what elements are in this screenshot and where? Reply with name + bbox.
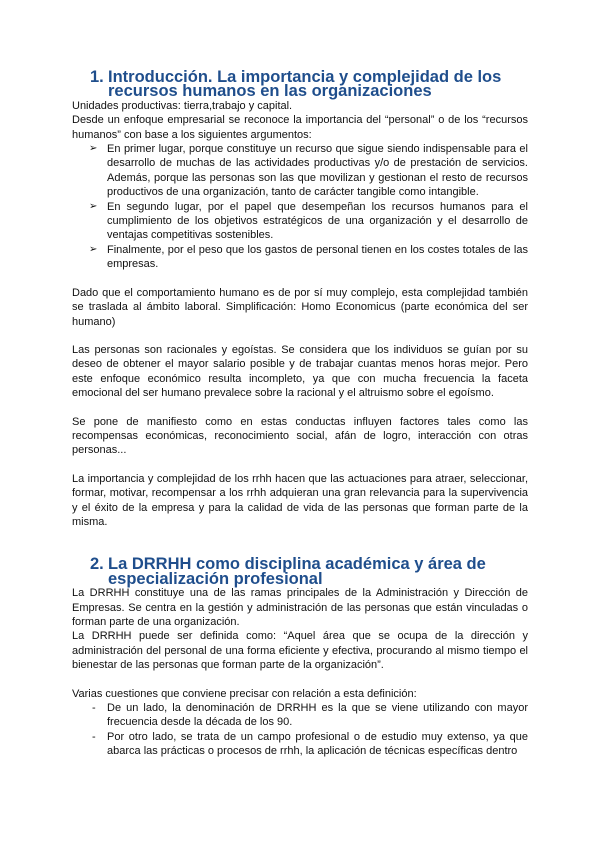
list-item bbox=[72, 701, 528, 730]
list-item-text: Finalmente, por el peso que los gastos de personal tienen en los costes totales de las empresas. bbox=[107, 243, 528, 271]
argument-list bbox=[72, 142, 528, 272]
section-2-title: La DRRHH como disciplina académica y área de especialización profesional bbox=[108, 555, 486, 588]
dash-bullet-icon: - bbox=[92, 702, 96, 715]
paragraph: Las personas son racionales y egoístas. Se considera que los individuos se guían por su deseo de obtener el mayor salario posible y de trabajar cuantas menos horas mejor. Pero este enfoque económico resulta incompleto, ya que con mucha frecuencia la faceta emocional del ser humano prevalece sobre la racional y el altruismo sobre el egoísmo. bbox=[72, 343, 528, 400]
list-item-text: En primer lugar, porque constituye un recurso que sigue siendo indispensable para el desarrollo de muchas de las actividades productivas y/o de prestación de servicios. Además, porque las personas son las que movilizan y gestionan el resto de recursos productivos de una organización, tanto de carácter tangible como intangible. bbox=[107, 143, 528, 199]
paragraph: Dado que el comportamiento humano es de por sí muy complejo, esta complejidad también se traslada al ámbito laboral. Simplificación: Homo Economicus (parte económica del ser humano) bbox=[72, 286, 528, 328]
paragraph: La importancia y complejidad de los rrhh hacen que las actuaciones para atraer, seleccionar, formar, motivar, recompensar a los rrhh adquieran una gran relevancia para la supervivencia y el éxito de la empresa y para la calidad de vida de las personas que forman parte de la misma. bbox=[72, 472, 528, 528]
section-1-title: Introducción. La importancia y complejidad de los recursos humanos en las organizaciones bbox=[108, 68, 502, 101]
section-2-heading bbox=[72, 557, 528, 586]
list-item-text: De un lado, la denominación de DRRHH es la que se viene utilizando con mayor frecuencia desde la década de los 90. bbox=[107, 702, 528, 729]
list-item-text: Por otro lado, se trata de un campo profesional o de estudio muy extenso, ya que abarca las prácticas o procesos de rrhh, la aplicación de técnicas específicas dentro bbox=[107, 730, 528, 758]
paragraph: La DRRHH constituye una de las ramas principales de la Administración y Dirección de Empresas. Se centra en la gestión y administración de las personas que están vinculadas o forman parte de una organización. bbox=[72, 587, 528, 628]
arrow-bullet-icon: ➢ bbox=[89, 243, 98, 255]
paragraph: Desde un enfoque empresarial se reconoce la importancia del “personal” o de los “recursos humanos” con base a los siguientes argumentos: bbox=[72, 114, 528, 141]
section-2-number: 2. bbox=[90, 555, 104, 574]
paragraph: Varias cuestiones que conviene precisar con relación a esta definición: bbox=[72, 687, 417, 700]
paragraph: La DRRHH puede ser definida como: “Aquel área que se ocupa de la dirección y administración del personal de una forma eficiente y efectiva, procurando al mismo tiempo el bienestar de las personas que forman parte de la organización”. bbox=[72, 630, 528, 672]
list-item bbox=[72, 142, 528, 200]
list-item bbox=[72, 200, 528, 243]
arrow-bullet-icon: ➢ bbox=[89, 143, 98, 155]
paragraph: Se pone de manifiesto como en estas conductas influyen factores tales como las recompensas económicas, reconocimiento social, afán de logro, interacción con otras personas... bbox=[72, 415, 528, 457]
dash-bullet-icon: - bbox=[92, 730, 96, 743]
paragraph: Unidades productivas: tierra,trabajo y capital. bbox=[72, 99, 293, 112]
section-1-heading bbox=[72, 70, 528, 99]
arrow-bullet-icon: ➢ bbox=[89, 200, 98, 212]
list-item bbox=[72, 730, 528, 759]
list-item-text: En segundo lugar, por el papel que desempeñan los recursos humanos para el cumplimiento de los objetivos estratégicos de una organización y el desarrollo de ventajas competitivas sostenibles. bbox=[107, 200, 528, 242]
section-1-number: 1. bbox=[90, 68, 104, 86]
list-item bbox=[72, 243, 528, 272]
definition-list bbox=[72, 701, 528, 759]
